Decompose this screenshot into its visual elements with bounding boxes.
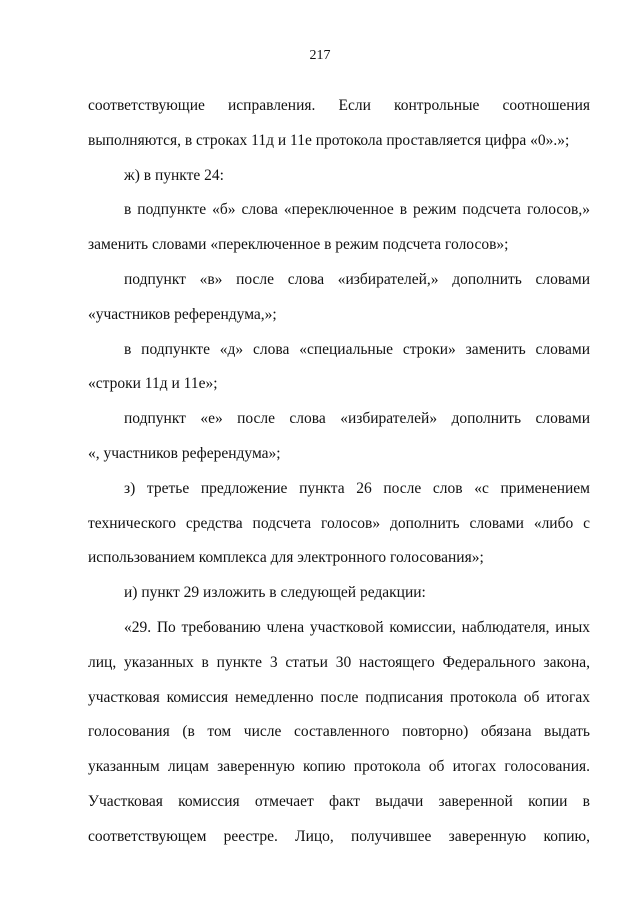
text-line: в подпункте «д» слова «специальные строки» заменить словами [124, 340, 590, 358]
text-line: голосования (в том числе составленного повторно) обязана выдать [88, 723, 590, 741]
text-line: соответствующие исправления. Если контрольные соотношения [88, 97, 590, 114]
document-body [88, 96, 590, 862]
text-line: выполняются, в строках 11д и 11е протокола проставляется цифра «0».»; [88, 131, 570, 149]
text-line: «участников референдума,»; [88, 305, 277, 323]
text-line: лиц, указанных в пункте 3 статьи 30 настоящего Федерального закона, [88, 653, 590, 671]
text-line: з) третье предложение пункта 26 после слов «с применением [124, 479, 590, 497]
text-line: «строки 11д и 11е»; [88, 375, 218, 393]
text-line: заменить словами «переключенное в режим подсчета голосов»; [88, 236, 509, 254]
text-line: технического средства подсчета голосов» дополнить словами «либо с [88, 514, 590, 532]
text-line: ж) в пункте 24: [124, 166, 224, 184]
text-line: в подпункте «б» слова «переключенное в режим подсчета голосов,» [124, 201, 590, 219]
text-line: участковая комиссия немедленно после подписания протокола об итогах [88, 688, 590, 706]
text-line: указанным лицам заверенную копию протокола об итогах голосования. [88, 758, 590, 776]
text-line: использованием комплекса для электронного голосования»; [88, 549, 484, 567]
text-line: подпункт «е» после слова «избирателей» дополнить словами [124, 410, 590, 428]
text-line: «, участников референдума»; [88, 444, 281, 462]
text-line: Участковая комиссия отмечает факт выдачи заверенной копии в [88, 792, 590, 810]
page-number: 217 [309, 48, 331, 63]
text-line: подпункт «в» после слова «избирателей,» дополнить словами [124, 270, 590, 288]
text-line: и) пункт 29 изложить в следующей редакции: [124, 584, 426, 602]
text-line: соответствующем реестре. Лицо, получившее заверенную копию, [88, 827, 590, 845]
text-line: «29. По требованию члена участковой комиссии, наблюдателя, иных [124, 618, 590, 636]
